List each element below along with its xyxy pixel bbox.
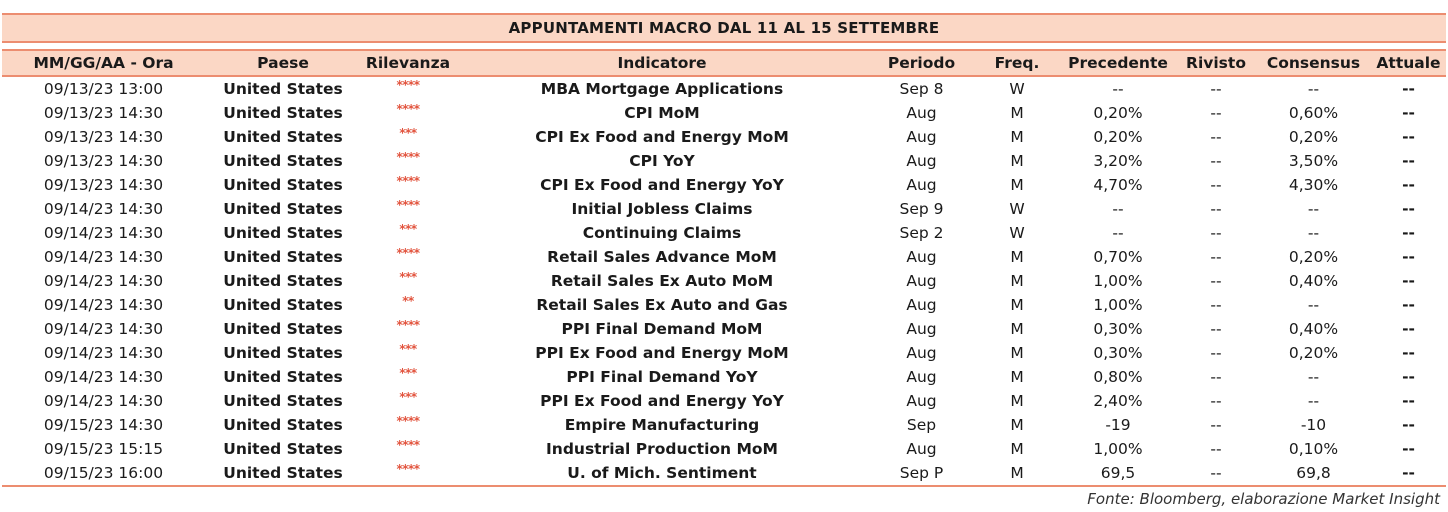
- actual-cell: --: [1402, 200, 1415, 218]
- consensus-cell: --: [1307, 296, 1320, 314]
- actual-cell: --: [1402, 464, 1415, 482]
- country-cell: United States: [223, 392, 343, 410]
- frequency-cell: W: [1009, 200, 1025, 218]
- country-cell: United States: [223, 128, 343, 146]
- table-row: [2, 245, 1446, 269]
- period-cell: Aug: [906, 440, 937, 458]
- frequency-cell: M: [1010, 344, 1024, 362]
- country-cell: United States: [223, 80, 343, 98]
- previous-cell: --: [1112, 80, 1124, 98]
- table-row: [2, 365, 1446, 389]
- datetime-cell: 09/14/23 14:30: [43, 344, 164, 362]
- previous-cell: 4,70%: [1093, 176, 1143, 194]
- previous-cell: 0,20%: [1093, 128, 1143, 146]
- datetime-cell: 09/15/23 14:30: [43, 416, 164, 434]
- relevance-cell: ***: [399, 342, 417, 356]
- period-cell: Sep P: [899, 464, 944, 482]
- previous-cell: 0,30%: [1093, 320, 1143, 338]
- column-header-relevance: Rilevanza: [365, 54, 451, 72]
- revised-cell: --: [1210, 104, 1222, 122]
- frequency-cell: M: [1010, 416, 1024, 434]
- actual-cell: --: [1402, 272, 1415, 290]
- relevance-cell: ****: [396, 318, 420, 332]
- relevance-cell: ****: [396, 246, 420, 260]
- table-row: [2, 389, 1446, 413]
- period-cell: Sep: [906, 416, 937, 434]
- revised-cell: --: [1210, 440, 1222, 458]
- actual-cell: --: [1402, 320, 1415, 338]
- column-header-previous: Precedente: [1068, 54, 1168, 72]
- indicator-cell: CPI MoM: [624, 104, 700, 122]
- country-cell: United States: [223, 320, 343, 338]
- table-row: [2, 125, 1446, 149]
- actual-cell: --: [1402, 80, 1415, 98]
- period-cell: Sep 2: [899, 224, 944, 242]
- consensus-cell: --: [1307, 200, 1320, 218]
- table-bottom-rule: [2, 485, 1446, 487]
- period-cell: Aug: [906, 392, 937, 410]
- period-cell: Aug: [906, 272, 937, 290]
- actual-cell: --: [1402, 416, 1415, 434]
- consensus-cell: 0,10%: [1288, 440, 1339, 458]
- revised-cell: --: [1210, 464, 1222, 482]
- datetime-cell: 09/14/23 14:30: [43, 224, 164, 242]
- period-cell: Aug: [906, 128, 937, 146]
- country-cell: United States: [223, 368, 343, 386]
- indicator-cell: MBA Mortgage Applications: [540, 80, 784, 98]
- relevance-cell: ***: [399, 270, 417, 284]
- frequency-cell: M: [1010, 464, 1024, 482]
- table-row: [2, 269, 1446, 293]
- relevance-cell: ****: [396, 462, 420, 476]
- datetime-cell: 09/13/23 14:30: [43, 176, 164, 194]
- country-cell: United States: [223, 104, 343, 122]
- revised-cell: --: [1210, 128, 1222, 146]
- revised-cell: --: [1210, 224, 1222, 242]
- consensus-cell: -10: [1300, 416, 1327, 434]
- table-row: [2, 437, 1446, 461]
- actual-cell: --: [1402, 392, 1415, 410]
- indicator-cell: Continuing Claims: [582, 224, 742, 242]
- consensus-cell: --: [1307, 80, 1320, 98]
- table-row: [2, 101, 1446, 125]
- indicator-cell: U. of Mich. Sentiment: [567, 464, 757, 482]
- table-title: APPUNTAMENTI MACRO DAL 11 AL 15 SETTEMBRE: [508, 19, 940, 37]
- datetime-cell: 09/15/23 15:15: [43, 440, 164, 458]
- table-row: [2, 173, 1446, 197]
- indicator-cell: PPI Final Demand MoM: [561, 320, 763, 338]
- indicator-cell: CPI YoY: [629, 152, 695, 170]
- previous-cell: 0,30%: [1093, 344, 1143, 362]
- relevance-cell: ****: [396, 150, 420, 164]
- period-cell: Aug: [906, 176, 937, 194]
- column-header-revised: Rivisto: [1186, 54, 1246, 72]
- table-row: [2, 317, 1446, 341]
- revised-cell: --: [1210, 416, 1222, 434]
- relevance-cell: ***: [399, 222, 417, 236]
- frequency-cell: W: [1009, 80, 1025, 98]
- actual-cell: --: [1402, 248, 1415, 266]
- datetime-cell: 09/13/23 14:30: [43, 104, 164, 122]
- indicator-cell: Initial Jobless Claims: [571, 200, 753, 218]
- country-cell: United States: [223, 464, 343, 482]
- country-cell: United States: [223, 272, 343, 290]
- actual-cell: --: [1402, 176, 1415, 194]
- indicator-cell: CPI Ex Food and Energy MoM: [535, 128, 789, 146]
- relevance-cell: ***: [399, 126, 417, 140]
- revised-cell: --: [1210, 248, 1222, 266]
- frequency-cell: M: [1010, 440, 1024, 458]
- consensus-cell: 0,20%: [1288, 344, 1339, 362]
- consensus-cell: 0,20%: [1288, 128, 1339, 146]
- actual-cell: --: [1402, 104, 1415, 122]
- table-row: [2, 197, 1446, 221]
- actual-cell: --: [1402, 224, 1415, 242]
- revised-cell: --: [1210, 392, 1222, 410]
- country-cell: United States: [223, 296, 343, 314]
- table-title-bar: [2, 13, 1446, 43]
- relevance-cell: ****: [396, 198, 420, 212]
- datetime-cell: 09/13/23 14:30: [43, 128, 164, 146]
- frequency-cell: M: [1010, 392, 1024, 410]
- actual-cell: --: [1402, 152, 1415, 170]
- datetime-cell: 09/14/23 14:30: [43, 200, 164, 218]
- relevance-cell: ***: [399, 390, 417, 404]
- period-cell: Aug: [906, 320, 937, 338]
- previous-cell: 2,40%: [1093, 392, 1143, 410]
- column-header-frequency: Freq.: [994, 54, 1040, 72]
- datetime-cell: 09/14/23 14:30: [43, 368, 164, 386]
- consensus-cell: --: [1307, 224, 1320, 242]
- revised-cell: --: [1210, 152, 1222, 170]
- previous-cell: 0,80%: [1093, 368, 1143, 386]
- frequency-cell: M: [1010, 272, 1024, 290]
- indicator-cell: PPI Ex Food and Energy YoY: [540, 392, 784, 410]
- datetime-cell: 09/13/23 13:00: [43, 80, 164, 98]
- revised-cell: --: [1210, 344, 1222, 362]
- indicator-cell: Retail Sales Ex Auto MoM: [550, 272, 774, 290]
- relevance-cell: ****: [396, 414, 420, 428]
- previous-cell: 69,5: [1100, 464, 1136, 482]
- table-row: [2, 413, 1446, 437]
- column-header-row: [2, 49, 1446, 77]
- relevance-cell: ****: [396, 174, 420, 188]
- frequency-cell: M: [1010, 128, 1024, 146]
- revised-cell: --: [1210, 80, 1222, 98]
- revised-cell: --: [1210, 368, 1222, 386]
- previous-cell: 1,00%: [1093, 272, 1143, 290]
- country-cell: United States: [223, 416, 343, 434]
- consensus-cell: 4,30%: [1288, 176, 1339, 194]
- country-cell: United States: [223, 248, 343, 266]
- indicator-cell: Industrial Production MoM: [546, 440, 778, 458]
- period-cell: Aug: [906, 104, 937, 122]
- consensus-cell: 0,60%: [1288, 104, 1339, 122]
- relevance-cell: **: [402, 294, 414, 308]
- previous-cell: 0,70%: [1093, 248, 1143, 266]
- indicator-cell: Retail Sales Advance MoM: [547, 248, 777, 266]
- table-row: [2, 77, 1446, 101]
- frequency-cell: M: [1010, 320, 1024, 338]
- consensus-cell: 3,50%: [1288, 152, 1339, 170]
- actual-cell: --: [1402, 440, 1415, 458]
- table-row: [2, 461, 1446, 485]
- table-row: [2, 341, 1446, 365]
- period-cell: Sep 9: [899, 200, 944, 218]
- previous-cell: --: [1112, 224, 1124, 242]
- frequency-cell: M: [1010, 368, 1024, 386]
- country-cell: United States: [223, 440, 343, 458]
- frequency-cell: M: [1010, 176, 1024, 194]
- column-header-country: Paese: [257, 54, 309, 72]
- datetime-cell: 09/14/23 14:30: [43, 272, 164, 290]
- country-cell: United States: [223, 200, 343, 218]
- revised-cell: --: [1210, 272, 1222, 290]
- frequency-cell: M: [1010, 152, 1024, 170]
- datetime-cell: 09/14/23 14:30: [43, 320, 164, 338]
- relevance-cell: ****: [396, 78, 420, 92]
- previous-cell: 1,00%: [1093, 296, 1143, 314]
- actual-cell: --: [1402, 344, 1415, 362]
- source-note: Fonte: Bloomberg, elaborazione Market Insight: [1087, 490, 1440, 508]
- period-cell: Aug: [906, 368, 937, 386]
- column-header-datetime: MM/GG/AA - Ora: [33, 54, 174, 72]
- country-cell: United States: [223, 224, 343, 242]
- datetime-cell: 09/14/23 14:30: [43, 248, 164, 266]
- previous-cell: 0,20%: [1093, 104, 1143, 122]
- frequency-cell: M: [1010, 248, 1024, 266]
- indicator-cell: PPI Ex Food and Energy MoM: [535, 344, 789, 362]
- actual-cell: --: [1402, 296, 1415, 314]
- table-row: [2, 149, 1446, 173]
- relevance-cell: ***: [399, 366, 417, 380]
- indicator-cell: CPI Ex Food and Energy YoY: [540, 176, 784, 194]
- frequency-cell: M: [1010, 296, 1024, 314]
- revised-cell: --: [1210, 200, 1222, 218]
- consensus-cell: --: [1307, 392, 1320, 410]
- relevance-cell: ****: [396, 438, 420, 452]
- datetime-cell: 09/13/23 14:30: [43, 152, 164, 170]
- column-header-period: Periodo: [887, 54, 956, 72]
- country-cell: United States: [223, 152, 343, 170]
- datetime-cell: 09/14/23 14:30: [43, 296, 164, 314]
- datetime-cell: 09/15/23 16:00: [43, 464, 164, 482]
- consensus-cell: 0,40%: [1288, 272, 1339, 290]
- calendar-table-body: [2, 77, 1446, 485]
- frequency-cell: W: [1009, 224, 1025, 242]
- indicator-cell: Retail Sales Ex Auto and Gas: [536, 296, 788, 314]
- indicator-cell: PPI Final Demand YoY: [566, 368, 758, 386]
- period-cell: Aug: [906, 296, 937, 314]
- consensus-cell: --: [1307, 368, 1320, 386]
- table-row: [2, 221, 1446, 245]
- revised-cell: --: [1210, 296, 1222, 314]
- datetime-cell: 09/14/23 14:30: [43, 392, 164, 410]
- consensus-cell: 0,20%: [1288, 248, 1339, 266]
- column-header-consensus: Consensus: [1266, 54, 1361, 72]
- period-cell: Aug: [906, 152, 937, 170]
- revised-cell: --: [1210, 320, 1222, 338]
- actual-cell: --: [1402, 368, 1415, 386]
- country-cell: United States: [223, 344, 343, 362]
- country-cell: United States: [223, 176, 343, 194]
- previous-cell: --: [1112, 200, 1124, 218]
- period-cell: Aug: [906, 248, 937, 266]
- relevance-cell: ****: [396, 102, 420, 116]
- column-header-actual: Attuale: [1376, 54, 1441, 72]
- period-cell: Sep 8: [899, 80, 944, 98]
- previous-cell: 1,00%: [1093, 440, 1143, 458]
- table-row: [2, 293, 1446, 317]
- previous-cell: 3,20%: [1093, 152, 1143, 170]
- indicator-cell: Empire Manufacturing: [564, 416, 760, 434]
- consensus-cell: 0,40%: [1288, 320, 1339, 338]
- column-header-indicator: Indicatore: [617, 54, 707, 72]
- period-cell: Aug: [906, 344, 937, 362]
- revised-cell: --: [1210, 176, 1222, 194]
- actual-cell: --: [1402, 128, 1415, 146]
- previous-cell: -19: [1105, 416, 1131, 434]
- consensus-cell: 69,8: [1296, 464, 1331, 482]
- frequency-cell: M: [1010, 104, 1024, 122]
